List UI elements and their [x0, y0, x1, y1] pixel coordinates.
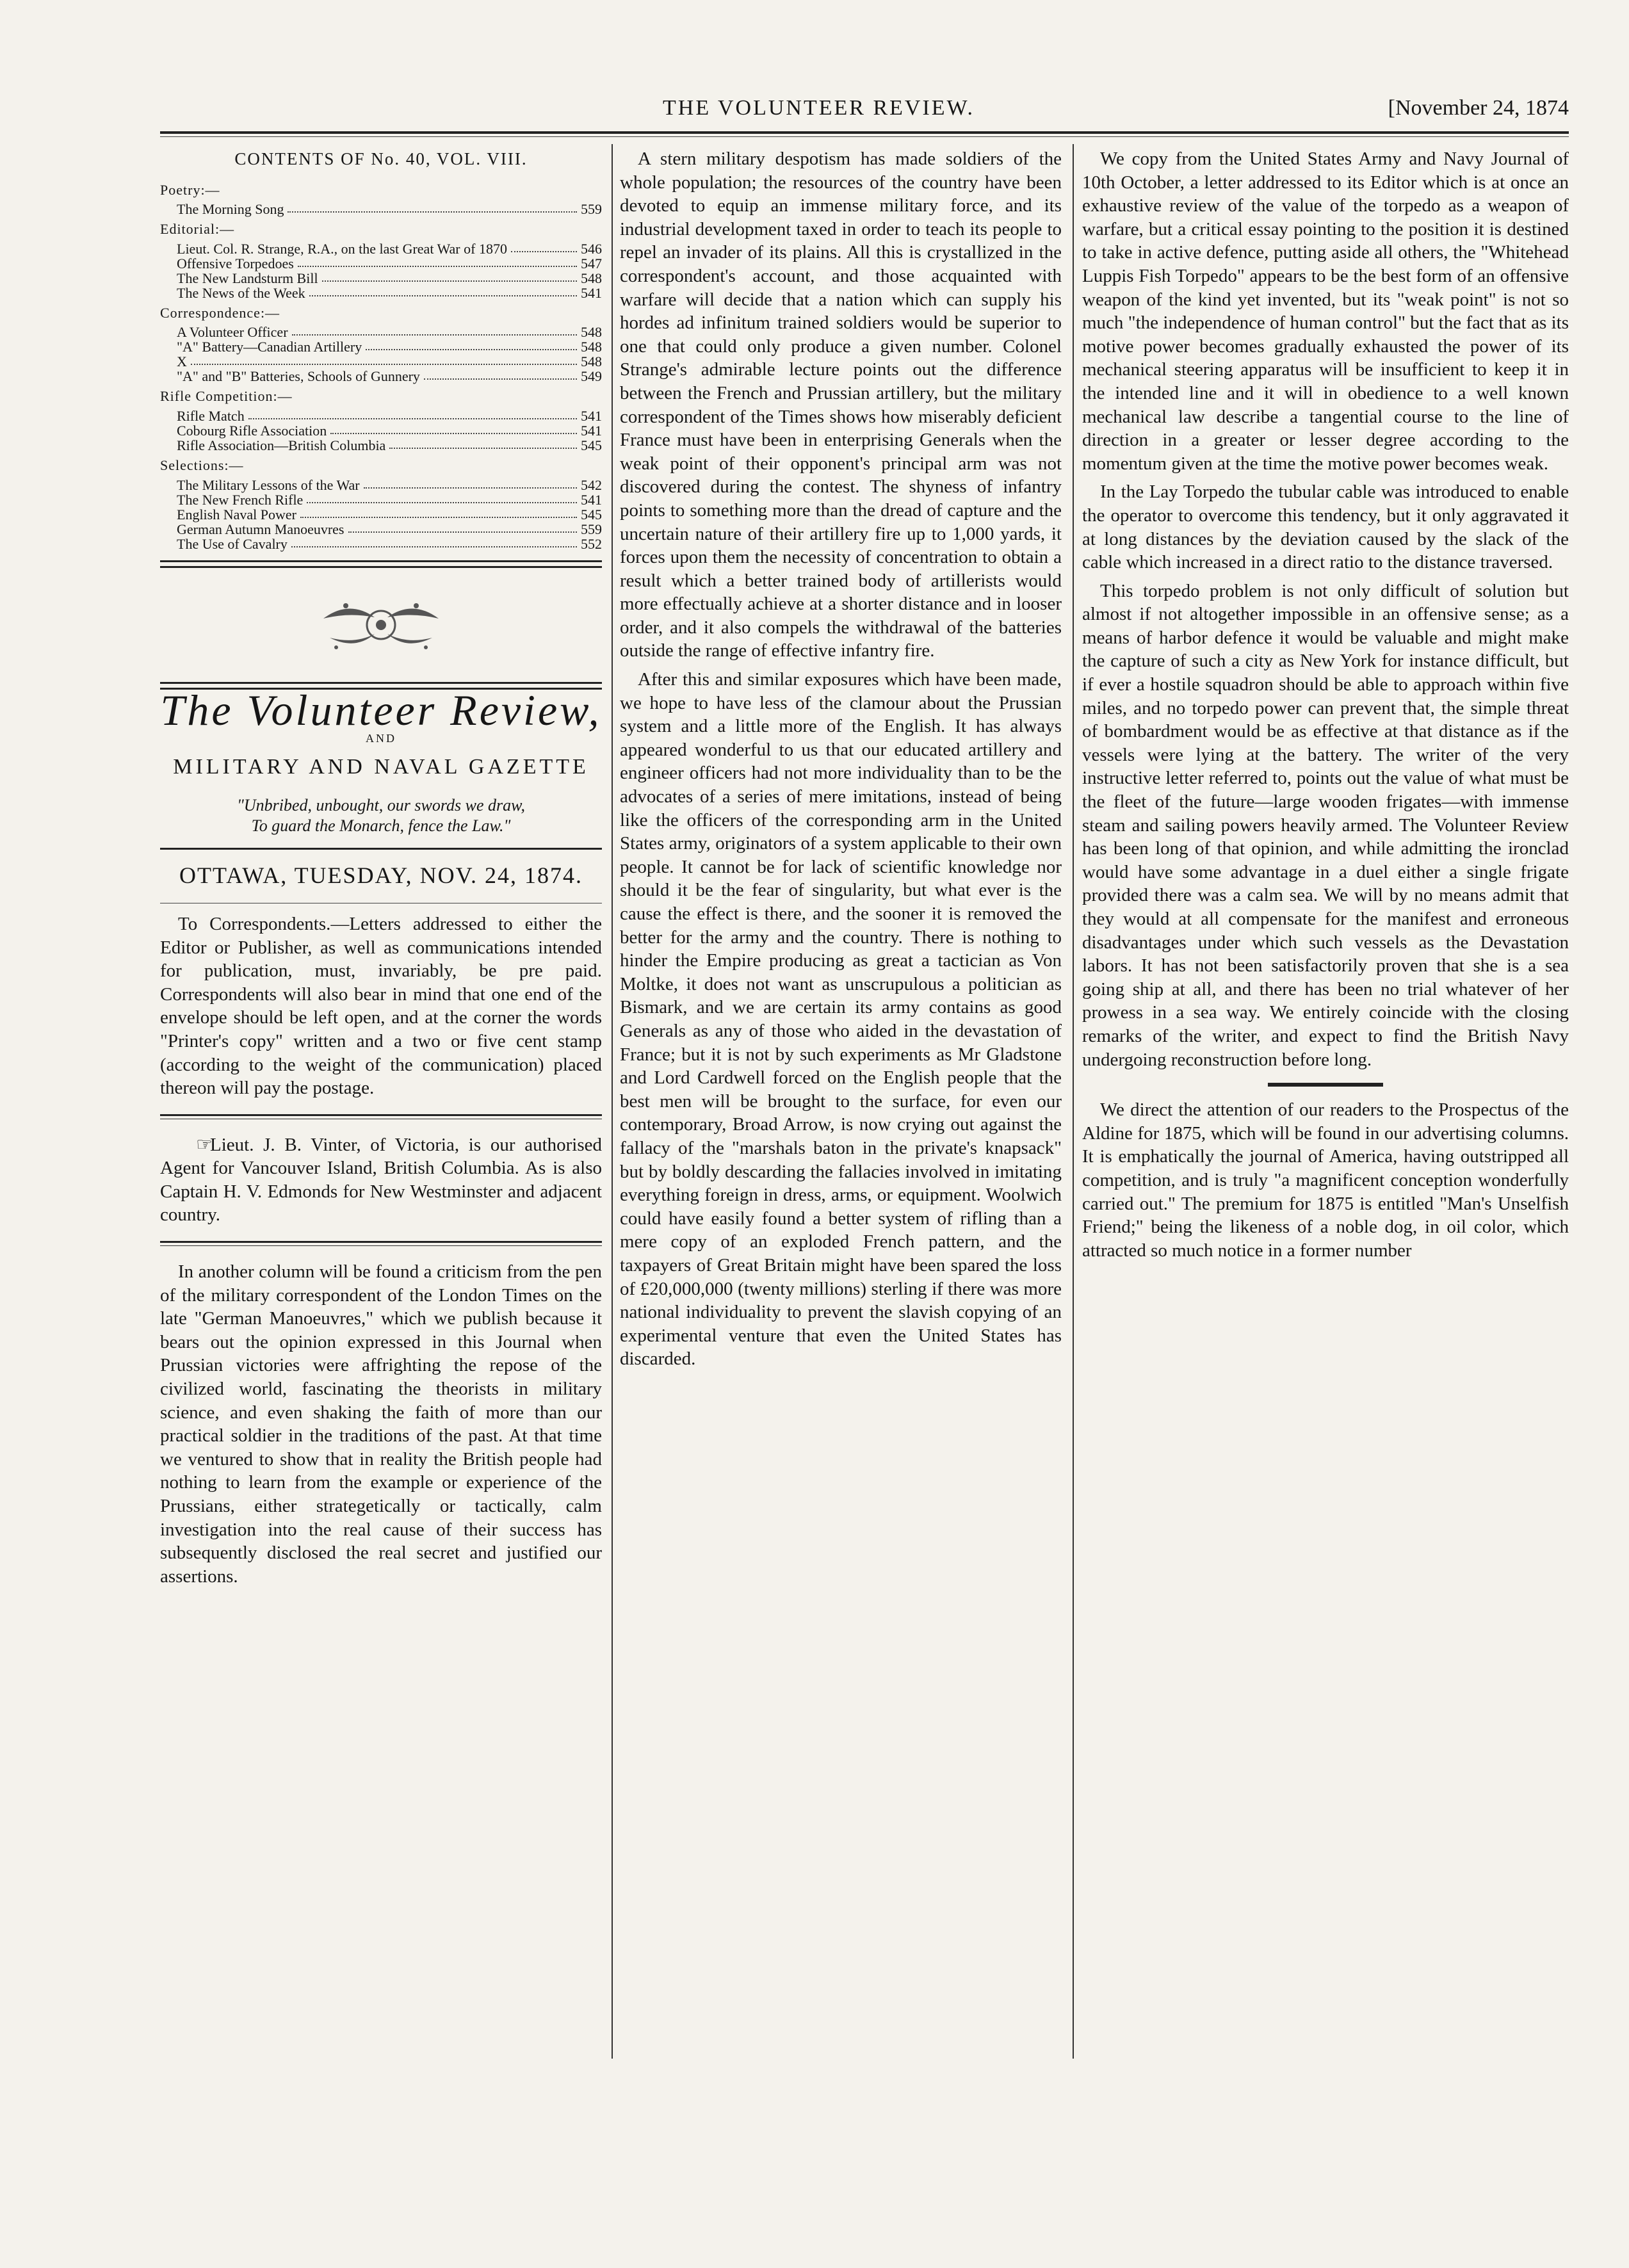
- column-middle: [620, 147, 1062, 1376]
- contents-heading: CONTENTS OF No. 40, VOL. VIII.: [234, 149, 528, 168]
- toc-entry-page: 541: [581, 407, 602, 424]
- dateline: OTTAWA, TUESDAY, NOV. 24, 1874.: [160, 848, 602, 903]
- toc-entry-title: "A" Battery—Canadian Artillery: [177, 339, 362, 355]
- toc-entry-page: 548: [581, 339, 602, 355]
- toc-entry-title: The New French Rifle: [177, 491, 304, 508]
- toc-entry: [160, 438, 602, 453]
- toc-section-label: Correspondence:—: [160, 304, 280, 321]
- toc-section-label: Editorial:—: [160, 221, 235, 238]
- toc-leader-dots: [307, 492, 577, 503]
- toc-section-label: Poetry:—: [160, 181, 220, 198]
- toc-leader-dots: [191, 354, 577, 365]
- issue-date: [November 24, 1874: [1388, 96, 1569, 120]
- section-rule: [160, 1114, 602, 1119]
- toc-entry-title: English Naval Power: [177, 506, 296, 522]
- column-divider-2: [1073, 144, 1074, 2059]
- toc-entry: [160, 286, 602, 300]
- toc-leader-dots: [298, 256, 577, 267]
- correspondents-notice: To Correspondents.—Letters addressed to either the Editor or Publisher, as well as communications intended for publication, must, invariably, be pre paid. Correspondents will also bear in mind that one end of the envelope should be left open, and at the corner the words "Printer's copy" written and a two or five cent stamp (according to the weight of the communication) placed thereon will pay the postage.: [160, 913, 602, 1099]
- article-continued-p2: After this and similar exposures which have been made, we hope to have less of the clamour about the Prussian system and a little more of the English. It has always appeared wonderful to us that our educated artillery and engineer officers had not more individuality than to be the advocates of a series of mere imitations, instead of being like the officers of the corresponding arm in the United States army, originators of a system applicable to their own people. It cannot be for lack of scientific knowledge nor should it be the fear of singularity, but what ever is the cause the effect is there, and the sooner it is removed the better for the army and the country. There is nothing to hinder the Empire producing as great a tactician as Von Moltke, it does not want as unscrupulous a politician as Bismark, and we are certain its army contains as good Generals as any of those who aided in the devastation of France; but it is not by such experiments as Mr Gladstone and Lord Cardwell forced on the English people that the best men will be brought to the surface, for even our contemporary, Broad Arrow, is now crying out against the fallacy of the "marshals baton in the private's knapsack" but by boldly descarding the fallacies involved in imitating everything foreign in dress, arms, or equipment. Woolwich could have easily found a better system of rifling than a mere copy of an exploded French pattern, and the taxpayers of Great Britain might have been spared the loss of £20,000,000 (twenty millions) sterling if there was more national individuality to prevent the slavish copying of an experimental venture that even the United States has discarded.: [620, 669, 1062, 1370]
- toc-entry-page: 559: [581, 201, 602, 218]
- toc-leader-dots: [292, 325, 577, 336]
- crest-ornament-icon: [285, 587, 477, 663]
- toc-leader-dots: [330, 423, 577, 434]
- toc-entry: [160, 522, 602, 537]
- toc-entry-page: 548: [581, 270, 602, 286]
- toc-entry-page: 546: [581, 240, 602, 257]
- agent-notice: [160, 1133, 602, 1227]
- toc-entry-page: 545: [581, 437, 602, 453]
- running-title: THE VOLUNTEER REVIEW.: [663, 96, 975, 120]
- short-rule: [1268, 1083, 1383, 1087]
- toc-entry: [160, 507, 602, 522]
- toc-entry-title: Rifle Association—British Columbia: [177, 437, 386, 453]
- toc-entry-title: German Autumn Manoeuvres: [177, 521, 344, 537]
- toc-leader-dots: [322, 271, 577, 282]
- toc-entry: [160, 271, 602, 286]
- toc-entry: [160, 325, 602, 339]
- masthead-motto: [160, 795, 602, 836]
- agent-notice-text: Lieut. J. B. Vinter, of Victoria, is our authorised Agent for Vancouver Island, British Columbia. As is also Captain H. V. Edmonds for New Westminster and adjacent country.: [160, 1134, 602, 1226]
- toc-leader-dots: [291, 537, 577, 547]
- toc-entry-page: 541: [581, 491, 602, 508]
- masthead-and: AND: [366, 732, 396, 745]
- toc-entry-title: X: [177, 353, 187, 370]
- table-of-contents: [160, 179, 602, 551]
- toc-leader-dots: [248, 409, 577, 419]
- toc-entry-page: 542: [581, 476, 602, 493]
- masthead-title: The Volunteer Review,: [160, 685, 602, 734]
- section-rule-2: [160, 1241, 602, 1246]
- toc-section-label: Selections:—: [160, 457, 244, 473]
- toc-entry-title: Rifle Match: [177, 407, 245, 424]
- toc-entry-title: The New Landsturm Bill: [177, 270, 318, 286]
- toc-leader-dots: [366, 339, 577, 350]
- toc-entry-title: The Use of Cavalry: [177, 535, 288, 552]
- toc-entry-page: 559: [581, 521, 602, 537]
- toc-entry: [160, 369, 602, 384]
- toc-leader-dots: [424, 369, 577, 380]
- toc-entry-title: A Volunteer Officer: [177, 324, 288, 341]
- motto-line-1: "Unbribed, unbought, our swords we draw,: [236, 796, 526, 815]
- toc-entry-page: 552: [581, 535, 602, 552]
- toc-leader-dots: [300, 507, 577, 518]
- toc-entry-title: The News of the Week: [177, 284, 305, 301]
- toc-entry-title: "A" and "B" Batteries, Schools of Gunnery: [177, 368, 420, 385]
- toc-entry-page: 541: [581, 422, 602, 439]
- motto-line-2: To guard the Monarch, fence the Law.": [251, 816, 511, 836]
- toc-entry-title: The Military Lessons of the War: [177, 476, 360, 493]
- toc-entry: [160, 339, 602, 354]
- toc-leader-dots: [309, 286, 577, 296]
- toc-entry-title: Offensive Torpedoes: [177, 255, 294, 271]
- torpedo-article-p1: We copy from the United States Army and Navy Journal of 10th October, a letter addressed to its Editor which is at once an exhaustive review of the value of the torpedo as a weapon of warfare, but a critical essay pointing to the position it is destined to take in active defence, putting aside all others, the "Whitehead Luppis Fish Torpedo" appears to be the best form of an offensive weapon of the kind yet invented, but its "weak point" is not so much "the independence of human control" but the fact that as its motive power becomes gradually exhausted the power of its mechanical steering apparatus will be insufficient to keep it in the intended line and it will in obedience to a well known mechanical law describe a tangential course to the line of direction in a greater or lesser degree according to the momentum given at the time the motive power becomes weak.: [1082, 149, 1569, 474]
- toc-entry-title: Cobourg Rifle Association: [177, 422, 327, 439]
- toc-entry-page: 549: [581, 368, 602, 385]
- toc-entry-page: 548: [581, 324, 602, 341]
- header-rule-thin: [160, 136, 1569, 137]
- toc-entry: [160, 409, 602, 423]
- toc-entry: [160, 354, 602, 369]
- toc-entry: [160, 256, 602, 271]
- toc-entry: [160, 202, 602, 216]
- toc-leader-dots: [288, 202, 577, 213]
- toc-entry-title: The Morning Song: [177, 201, 284, 218]
- article-german-manoeuvres: In another column will be found a criticism from the pen of the military correspondent of the London Times on the late "German Manoeuvres," which we publish because it bears out the opinion expressed in this Journal when Prussian victories were affrighting the repose of the civilized world, fascinating the theorists in military science, and even shaking the faith of more than our practical soldier in the traditions of the past. At that time we ventured to show that in reality the British people had nothing to learn from the example or experience of the Prussians, either strategetically or tactically, calm investigation into the real cause of their success has subsequently disclosed the real secret and justified our assertions.: [160, 1261, 602, 1587]
- toc-entry-page: 541: [581, 284, 602, 301]
- toc-section-label: Rifle Competition:—: [160, 388, 293, 405]
- toc-entry: [160, 537, 602, 551]
- engraved-ornament: [160, 577, 602, 673]
- header-rule: [160, 131, 1569, 134]
- toc-entry-page: 547: [581, 255, 602, 271]
- ornamental-band: [160, 560, 602, 568]
- toc-entry: [160, 241, 602, 256]
- column-left: [160, 147, 602, 1593]
- toc-entry: [160, 492, 602, 507]
- toc-leader-dots: [511, 241, 577, 252]
- toc-entry-page: 545: [581, 506, 602, 522]
- masthead-subtitle: MILITARY AND NAVAL GAZETTE: [173, 754, 589, 779]
- torpedo-article-p2: In the Lay Torpedo the tubular cable was introduced to enable the operator to overcome this tendency, but it only aggravated it at long distances by the deviation caused by the slack of the cable which increased in a direct ratio to the distance traversed.: [1082, 482, 1569, 573]
- article-continued-p1: A stern military despotism has made soldiers of the whole population; the resources of the country have been devoted to equip an immense military force, and its industrial development taxed in order to teach its people to repel an invader of its plains. All this is crystallized in the correspondent's account, and those acquainted with warfare will decide that a nation which can supply his hordes ad infinitum trained soldiers would be superior to one that could only produce a given number. Colonel Strange's admirable lecture points out the difference between the French and Prussian artillery, but the military correspondent of the Times shows how miserably deficient France must have been in enterprising Generals when the weak point of their opponent's principal arm was not discovered during the contest. The shyness of infantry points to something more than the dread of capture and the uncertain nature of their artillery fire up to 1,000 yards, it forces upon them the necessity of concentration to obtain a result which a better trained body of artillerists would more effectually achieve at a shorter distance and in looser order, and it also compels the withdrawal of the batteries outside the range of effective infantry fire.: [620, 149, 1062, 661]
- column-right: [1082, 147, 1569, 1267]
- toc-entry: [160, 423, 602, 438]
- toc-entry-title: Lieut. Col. R. Strange, R.A., on the last Great War of 1870: [177, 240, 507, 257]
- toc-leader-dots: [364, 478, 577, 489]
- column-divider-1: [612, 144, 613, 2059]
- torpedo-article-p3: This torpedo problem is not only difficult of solution but almost if not altogether impossible in an offensive sense; as a means of harbor defence it would be valuable and might make the capture of such a city as New York for instance difficult, but if ever a hostile squadron should be able to approach within five miles, and no torpedo power can prevent that, the simple threat of bombardment would be as effective at that distance as if the vessels were lying at the battery. The writer of the very instructive letter referred to, points out the value of what must be the fleet of the future—large wooden frigates—with immense steam and sailing powers heavily armed. The Volunteer Review has been long of that opinion, and while admitting the ironclad would have some advantage in a duel either a single frigate provided there was a calm sea. We will by no means admit that they would at all compensate for the manifest and erroneous disadvantages under which such vessels as the Devastation labors. It has not been satisfactorily proven that she is a sea going ship at all, and there has been no trial whatever of her prowess in a sea way. We entirely coincide with the closing remarks of the writer, and expect to find the British Navy undergoing reconstruction before long.: [1082, 580, 1569, 1070]
- toc-entry-page: 548: [581, 353, 602, 370]
- aldine-notice: We direct the attention of our readers to the Prospectus of the Aldine for 1875, which will be found in our advertising columns. It is emphatically the journal of America, having outstripped all competition, and is truly "a magnificent conception wonderfully carried out." The premium for 1875 is entitled "Man's Unselfish Friend;" being the likeness of a noble dog, in oil color, which attracted so much notice in a former number: [1082, 1099, 1569, 1261]
- toc-entry: [160, 478, 602, 492]
- toc-leader-dots: [348, 522, 578, 533]
- pointing-hand-icon: ☞: [196, 1134, 213, 1155]
- toc-leader-dots: [389, 438, 577, 449]
- running-header: [160, 96, 1569, 126]
